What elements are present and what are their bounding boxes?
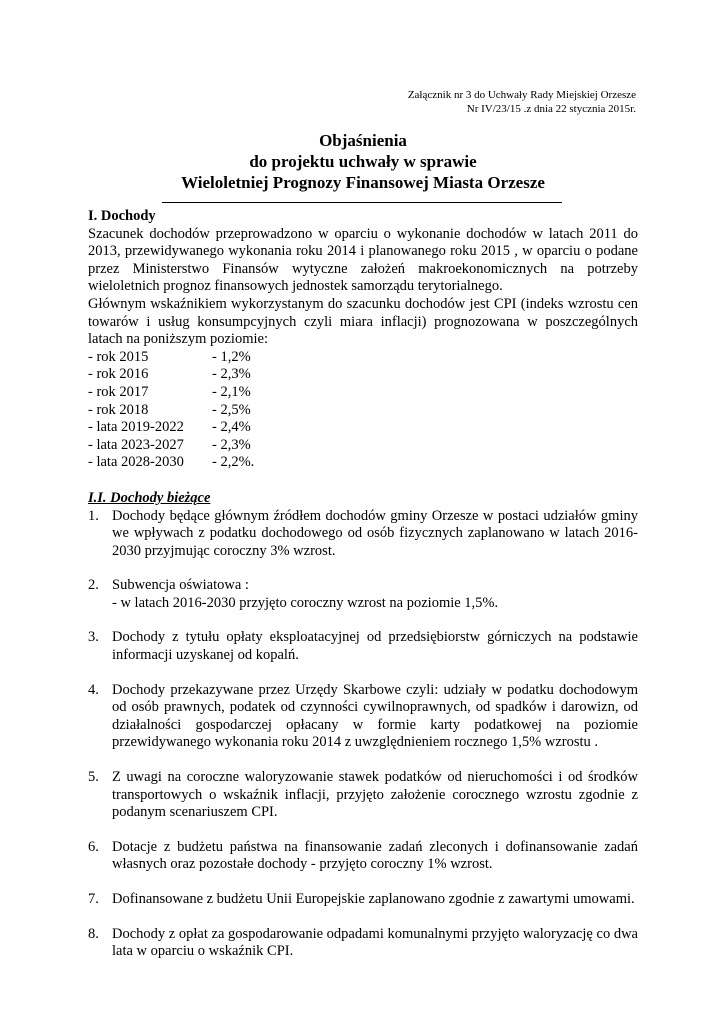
cpi-rate-value: - 2,4% bbox=[212, 419, 251, 436]
cpi-rate-value: - 1,2% bbox=[212, 348, 251, 365]
cpi-rate-row bbox=[88, 402, 638, 420]
annex-note-line2: Nr IV/23/15 .z dnia 22 stycznia 2015r. bbox=[466, 103, 636, 115]
cpi-rate-period: - lata 2023-2027 bbox=[88, 436, 184, 453]
list-item-text: Dochody będące głównym źródłem dochodów gminy Orzesze w postaci udziałów gminy we wpływach z podatku dochodowego od osób fizycznych zaplanowano w latach 2016-2030 przyjmując coroczny 3% wzrost. bbox=[112, 507, 638, 559]
document-body bbox=[88, 208, 638, 961]
title-line3: Wieloletniej Prognozy Finansowej Miasta Orzesze bbox=[181, 173, 545, 192]
list-item-content bbox=[112, 577, 638, 612]
list-item-text: Dochody z opłat za gospodarowanie odpadami komunalnymi przyjęto waloryzację co dwa lata w oparciu o wskaźnik CPI. bbox=[112, 925, 638, 960]
cpi-rate-period: - rok 2018 bbox=[88, 401, 149, 418]
list-item-text: Dotacje z budżetu państwa na finansowanie zadań zleconych i dofinansowanie zadań własnych oraz pozostałe dochody - przyjęto coroczny 1% wzrost. bbox=[112, 838, 638, 873]
list-item-number: 3. bbox=[88, 629, 99, 646]
cpi-rate-period: - rok 2015 bbox=[88, 348, 149, 365]
title-line2: do projektu uchwały w sprawie bbox=[249, 152, 477, 171]
cpi-rate-row bbox=[88, 384, 638, 402]
list-item bbox=[88, 577, 638, 612]
list-item bbox=[88, 508, 638, 561]
section-heading-dochody: I. Dochody bbox=[88, 208, 156, 224]
title-underline-rule bbox=[162, 202, 562, 203]
cpi-rates-list bbox=[88, 349, 638, 472]
list-item-text: Dochody z tytułu opłaty eksploatacyjnej od przedsiębiorstw górniczych na podstawie informacji uzyskanej od kopalń. bbox=[112, 629, 638, 664]
section-paragraph-1: Szacunek dochodów przeprowadzono w oparciu o wykonanie dochodów w latach 2011 do 2013, przewidywanego wykonania roku 2014 i planowanego roku 2015 , w oparciu o podane przez Ministerstwo Finansów wytyczne założeń makroekonomicznych na potrzeby wieloletnich prognoz finansowych jednostek samorządu terytorialnego. bbox=[88, 225, 638, 295]
subsection-heading-dochody-biezace: I.I. Dochody bieżące bbox=[88, 489, 211, 506]
document-title bbox=[88, 130, 638, 193]
cpi-rate-period: - rok 2017 bbox=[88, 383, 149, 400]
list-item bbox=[88, 926, 638, 961]
list-item-number: 2. bbox=[88, 577, 99, 594]
list-item-subtext: - w latach 2016-2030 przyjęto coroczny wzrost na poziomie 1,5%. bbox=[112, 594, 499, 611]
list-item-text: Dofinansowane z budżetu Unii Europejskie zaplanowano zgodnie z zawartymi umowami. bbox=[112, 891, 635, 907]
cpi-rate-value: - 2,5% bbox=[212, 401, 251, 418]
cpi-rate-value: - 2,3% bbox=[212, 436, 251, 453]
list-item-number: 6. bbox=[88, 838, 99, 855]
cpi-rate-period: - rok 2016 bbox=[88, 366, 149, 383]
cpi-rate-row bbox=[88, 349, 638, 367]
cpi-rate-period: - lata 2028-2030 bbox=[88, 454, 184, 471]
cpi-rate-value: - 2,3% bbox=[212, 366, 251, 383]
cpi-rate-value: - 2,2%. bbox=[212, 454, 255, 471]
cpi-rate-row bbox=[88, 454, 638, 472]
list-item-number: 7. bbox=[88, 891, 99, 907]
list-item bbox=[88, 769, 638, 822]
numbered-list bbox=[88, 508, 638, 961]
cpi-rate-row bbox=[88, 419, 638, 437]
cpi-rate-row bbox=[88, 437, 638, 455]
list-item bbox=[88, 629, 638, 664]
section-paragraph-2: Głównym wskaźnikiem wykorzystanym do szacunku dochodów jest CPI (indeks wzrostu cen towarów i usług konsumpcyjnych czyli miara inflacji) prognozowana w poszczególnych latach na poniższym poziomie: bbox=[88, 295, 638, 348]
list-item-number: 8. bbox=[88, 925, 99, 942]
annex-note-line1: Załącznik nr 3 do Uchwały Rady Miejskiej Orzesze bbox=[407, 89, 636, 101]
list-item bbox=[88, 839, 638, 874]
list-item bbox=[88, 891, 638, 909]
cpi-rate-value: - 2,1% bbox=[212, 383, 251, 400]
list-item-text: Subwencja oświatowa : bbox=[112, 577, 249, 594]
list-item bbox=[88, 682, 638, 752]
annex-note bbox=[408, 88, 636, 116]
list-item-number: 1. bbox=[88, 507, 99, 524]
title-line1: Objaśnienia bbox=[319, 131, 407, 150]
list-item-number: 5. bbox=[88, 769, 99, 786]
list-item-number: 4. bbox=[88, 681, 99, 698]
cpi-rate-row bbox=[88, 366, 638, 384]
list-item-text: Dochody przekazywane przez Urzędy Skarbowe czyli: udziały w podatku dochodowym od osób prawnych, podatek od czynności cywilnoprawnych, od spadków i darowizn, od działalności gospodarczej opłacany w formie karty podatkowej na poziomie przewidywanego wykonania roku 2014 z uwzględnieniem rocznego 1,5% wzrostu . bbox=[112, 681, 638, 751]
list-item-text: Z uwagi na coroczne waloryzowanie stawek podatków od nieruchomości i od środków transportowych o wskaźnik inflacji, przyjęto założenie corocznego wzrostu zgodnie z podanym scenariuszem CPI. bbox=[112, 769, 638, 821]
cpi-rate-period: - lata 2019-2022 bbox=[88, 419, 184, 436]
